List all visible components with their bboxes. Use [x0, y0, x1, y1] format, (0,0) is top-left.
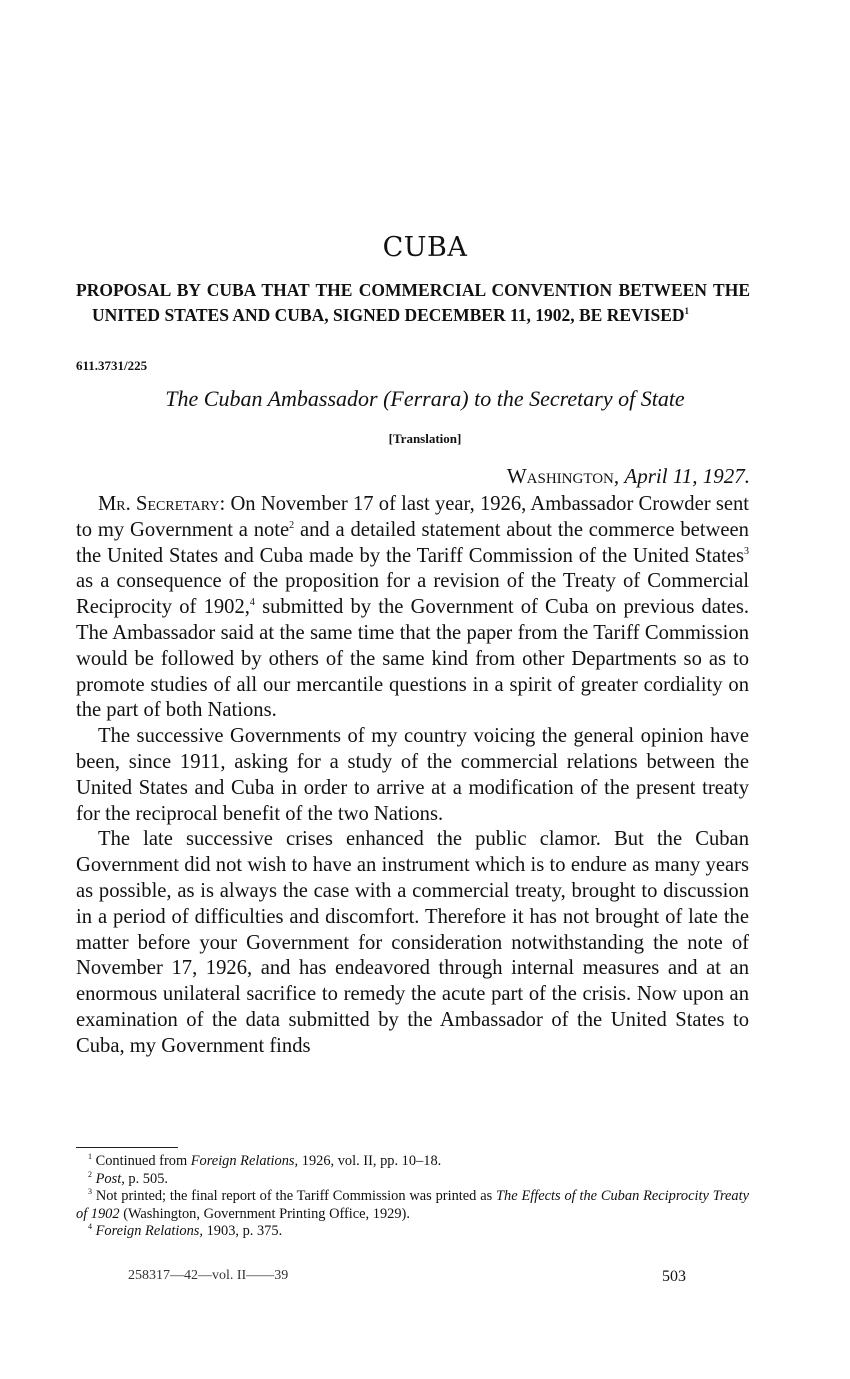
country-heading: CUBA: [382, 232, 468, 263]
footnote-text: 1903, p. 375.: [206, 1223, 283, 1239]
footnote-number: 1: [88, 1152, 92, 1162]
footnote-ref-1: 1: [684, 306, 690, 316]
dateline-place: Washington,: [506, 464, 620, 488]
dateline: [507, 464, 750, 489]
footnote-text: (Washington, Government Printing Office, 1929).: [123, 1205, 410, 1222]
footnote-number: 4: [88, 1222, 92, 1232]
salutation: Mr. Secretary:: [98, 493, 226, 515]
footnote-divider: [76, 1147, 178, 1148]
footnote-citation: The Effects of the Cuban Reciprocity Treaty of 1902: [76, 1188, 749, 1222]
paragraph-3: The late successive crises enhanced the public clamor. But the Cuban Government did not wish to have an instrument which is to endure as many years as possible, as is always the case with a commercial treaty, brought to discussion in a period of difficulties and discomfort. Therefore it has not brought of late the matter before your Government for consideration notwithstanding the note of November 17, 1926, and has endeavored through internal measures and at an enormous unilateral sacrifice to remedy the acute part of the crisis. Now upon an examination of the data submitted by the Ambassador of the United States to Cuba, my Government finds: [76, 828, 749, 1057]
footnote-citation: Foreign Relations,: [95, 1223, 203, 1239]
footnote-ref-3: 3: [744, 545, 749, 557]
footnote-citation: Foreign Relations,: [190, 1153, 299, 1169]
footnote-text: Not printed; the final report of the Tariff Commission was printed as: [95, 1188, 493, 1204]
footnote-2: [76, 1171, 749, 1189]
letter-body: [76, 492, 749, 1060]
footnote-number: 2: [88, 1169, 92, 1179]
section-heading: [76, 280, 750, 326]
footnote-1: [76, 1153, 749, 1171]
file-number: 611.3731/225: [76, 358, 148, 373]
paragraph-1-part-d: submitted by the Government of Cuba on previous dates. The Ambassador said at the same time that the paper from the Tariff Commission would be followed by others of the same kind from other Departments so as to promote studies of all our mercantile questions in a spirit of greater cordiality on the part of both Nations.: [76, 596, 750, 722]
paragraph-2: The successive Governments of my country voicing the general opinion have been, since 1911, asking for a study of the commercial relations between the United States and Cuba in order to arrive at a modification of the present treaty for the reciprocal benefit of the two Nations.: [76, 725, 749, 825]
footnote-text: 1926, vol. II, pp. 10–18.: [301, 1153, 442, 1169]
section-heading-text: PROPOSAL BY CUBA THAT THE COMMERCIAL CONVENTION BETWEEN THE UNITED STATES AND CUBA, SIGNED DECEMBER 11, 1902, BE REVISED: [76, 280, 750, 325]
footnote-4: [76, 1223, 749, 1241]
footnote-text: p. 505.: [128, 1170, 168, 1187]
footnote-number: 3: [88, 1187, 92, 1197]
document-title: The Cuban Ambassador (Ferrara) to the Secretary of State: [165, 386, 685, 411]
translation-note: [Translation]: [388, 431, 462, 446]
dateline-date: April 11, 1927.: [624, 464, 750, 488]
paragraph-1: [76, 492, 749, 724]
printer-mark: 258317—42—vol. II——39: [128, 1268, 289, 1283]
page-number: 503: [662, 1268, 686, 1285]
footnote-citation: Post,: [95, 1170, 125, 1187]
footnote-ref-4: 4: [249, 597, 255, 609]
footnotes: [76, 1153, 749, 1241]
footnote-text: Continued from: [95, 1153, 188, 1169]
footnote-ref-2: 2: [289, 519, 295, 531]
paragraph-1-part-c: as a consequence of the proposition for a revision of the Treaty of Commercial Reciprocity of 1902,: [76, 570, 749, 619]
paragraph-1-part-b: and a detailed statement about the commerce between the United States and Cuba made by the Tariff Commission of the United States: [76, 518, 749, 567]
footnote-3: [76, 1188, 749, 1223]
paragraph-1-part-a: On November 17 of last year, 1926, Ambassador Crowder sent to my Government a note: [76, 493, 749, 541]
